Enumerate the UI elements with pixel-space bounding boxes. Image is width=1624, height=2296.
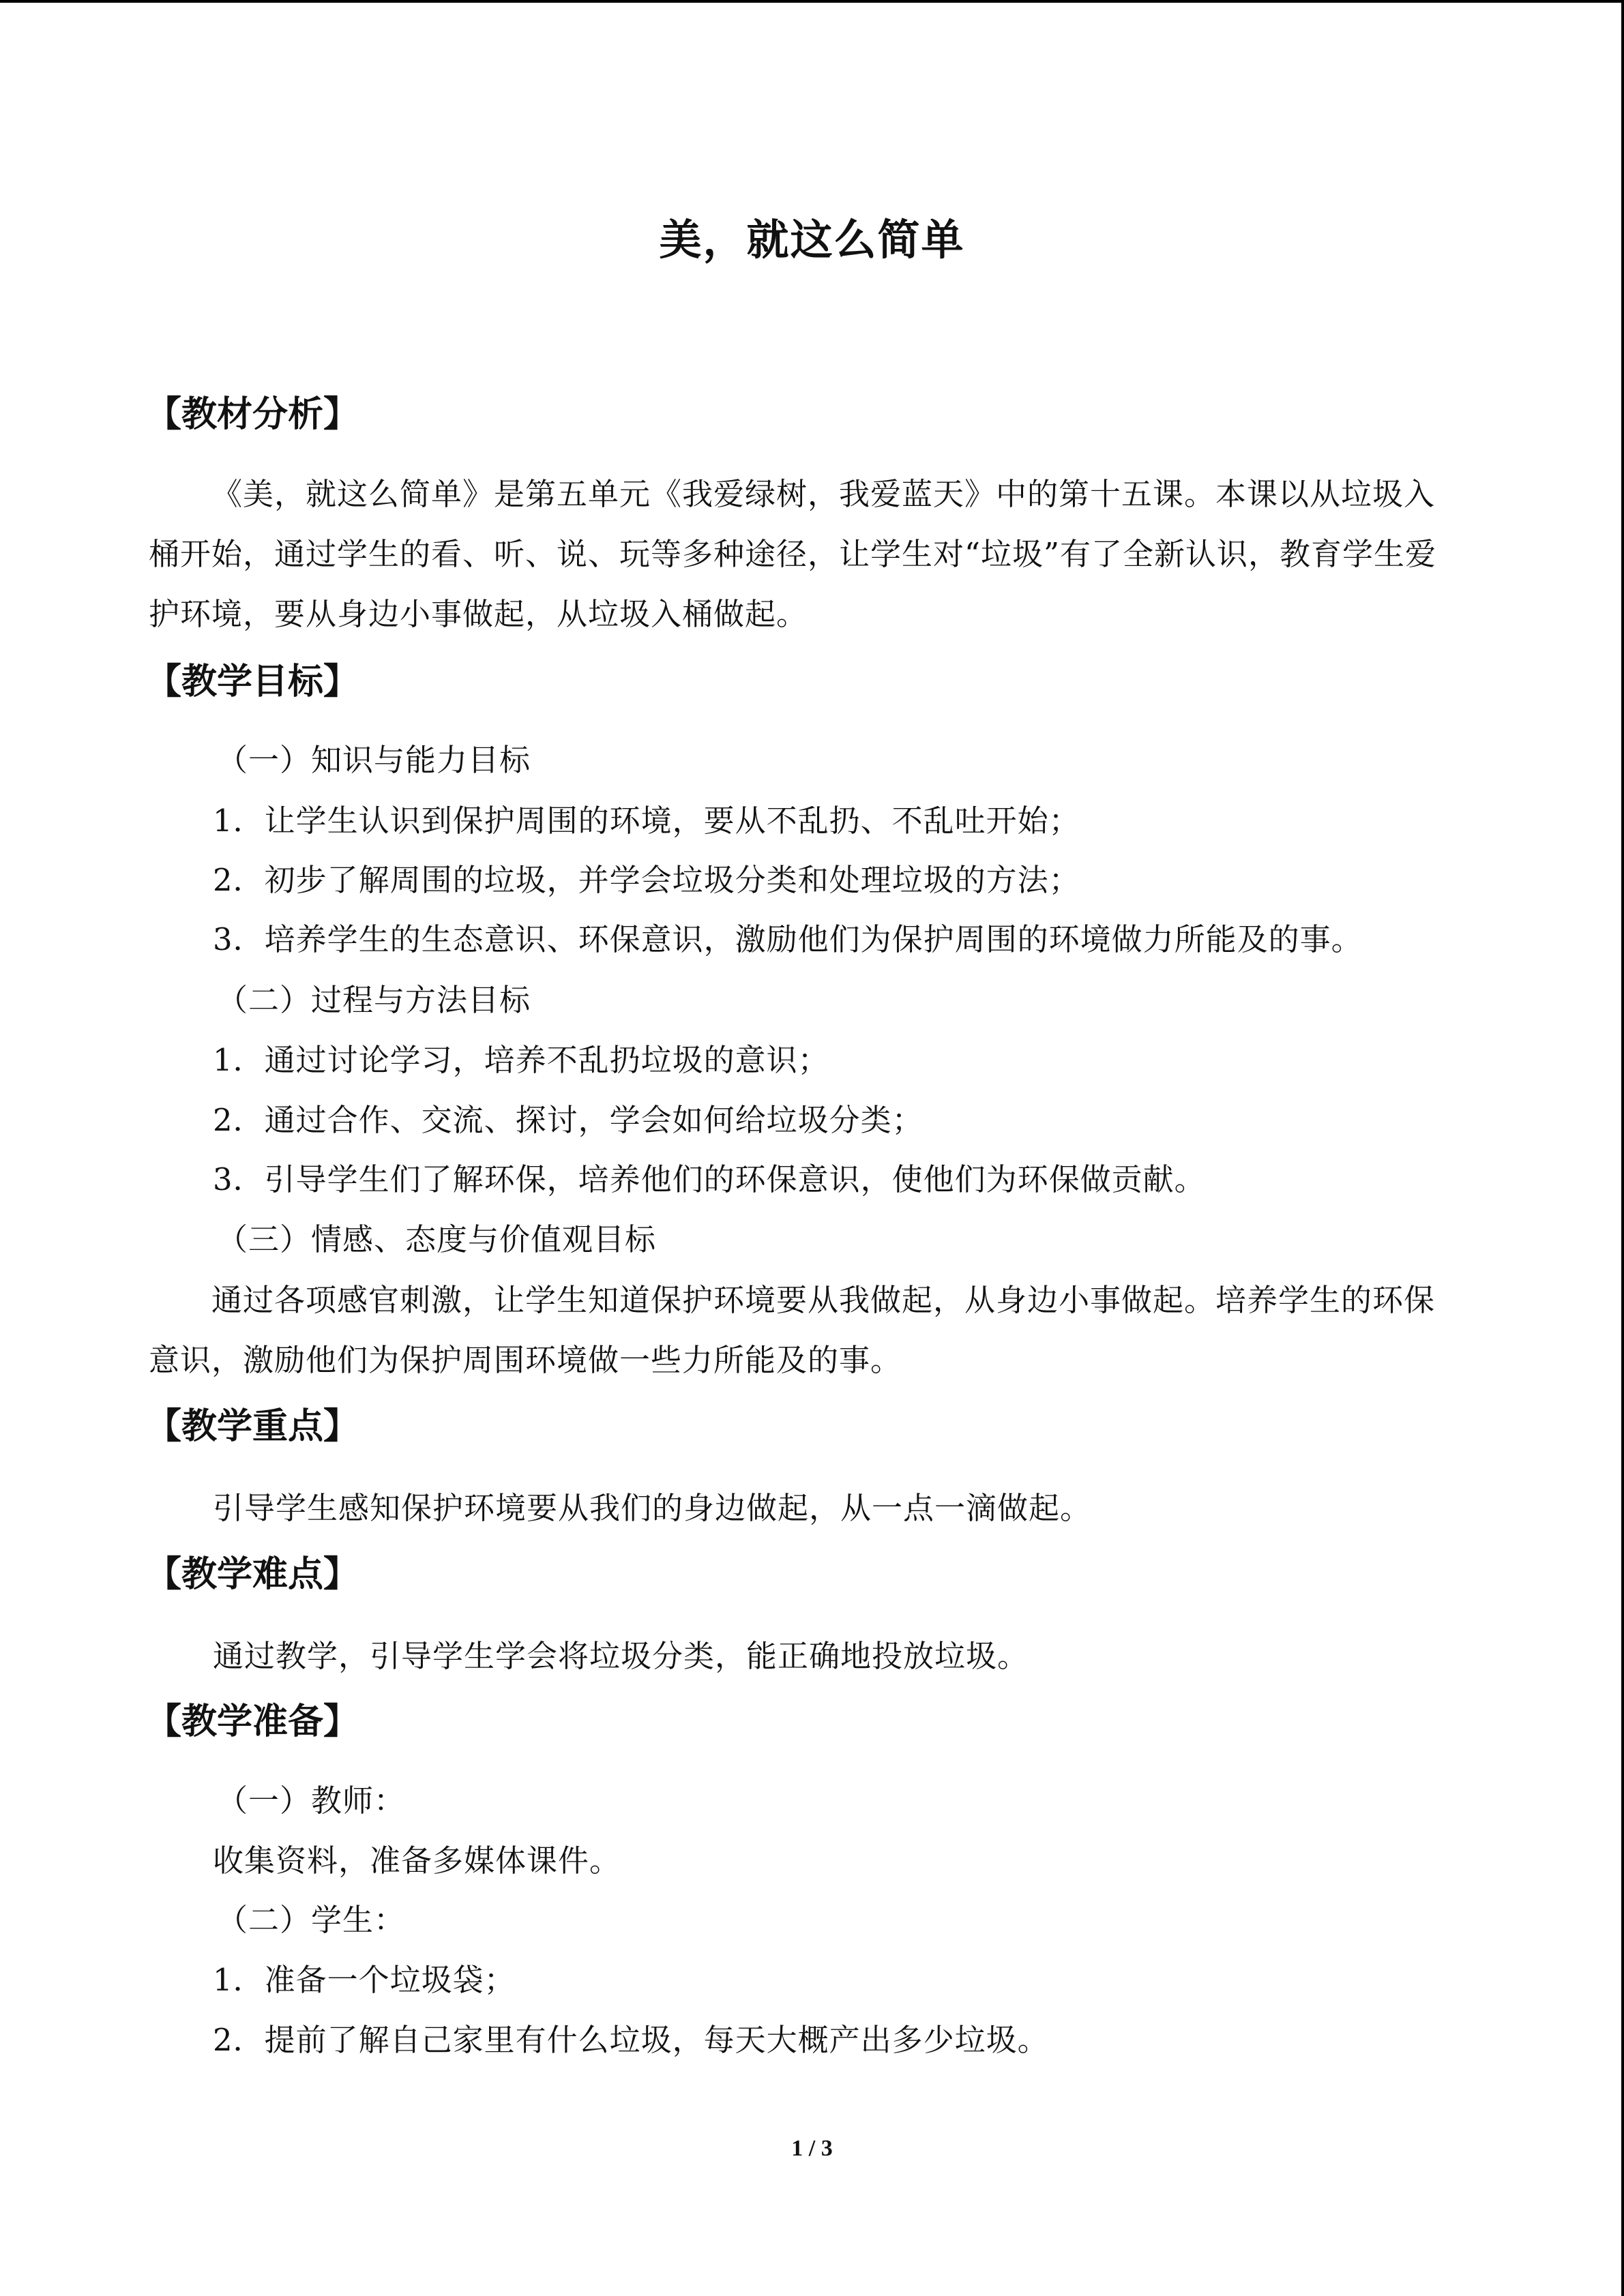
goals-knowledge-item: 1．让学生认识到保护周围的环境，要从不乱扔、不乱吐开始； (213, 803, 1080, 839)
goals-process-item: 3．引导学生们了解环保，培养他们的环保意识，使他们为环保做贡献。 (213, 1161, 1206, 1197)
goals-subheading-knowledge: （一）知识与能力目标 (217, 742, 531, 778)
goals-process-item: 1．通过讨论学习，培养不乱扔垃圾的意识； (213, 1042, 829, 1078)
page-number: 1 / 3 (791, 2136, 833, 2161)
goals-subheading-process: （二）过程与方法目标 (217, 982, 531, 1018)
section-heading-preparation: 【教学准备】 (146, 1701, 359, 1742)
goals-knowledge-item: 3．培养学生的生态意识、环保意识，激励他们为保护周围的环境做力所能及的事。 (213, 921, 1363, 957)
goals-knowledge-item: 2．初步了解周围的垃圾，并学会垃圾分类和处理垃圾的方法； (213, 862, 1080, 898)
goals-subheading-attitude: （三）情感、态度与价值观目标 (217, 1221, 657, 1257)
section-heading-analysis: 【教材分析】 (146, 394, 359, 435)
goals-attitude-paragraph: 通过各项感官刺激，让学生知道保护环境要从我做起，从身边小事做起。培养学生的环保意识，激励他们为保护周围环境做一些力所能及的事。 (149, 1282, 1436, 1378)
goals-process-item: 2．通过合作、交流、探讨，学会如何给垃圾分类； (213, 1102, 924, 1138)
page-title: 美，就这么简单 (659, 215, 965, 265)
page-border-right (1621, 0, 1624, 2296)
section-heading-goals: 【教学目标】 (146, 661, 359, 702)
key-points-text: 引导学生感知保护环境要从我们的身边做起，从一点一滴做起。 (213, 1490, 1092, 1526)
preparation-student-label: （二）学生： (217, 1902, 406, 1938)
preparation-student-item: 2．提前了解自己家里有什么垃圾，每天大概产出多少垃圾。 (213, 2022, 1049, 2058)
page-border-top (0, 0, 1624, 3)
section-heading-difficulties: 【教学难点】 (146, 1554, 359, 1595)
difficulties-text: 通过教学，引导学生学会将垃圾分类，能正确地投放垃圾。 (213, 1638, 1029, 1674)
preparation-teacher-label: （一）教师： (217, 1783, 406, 1819)
section-heading-key-points: 【教学重点】 (146, 1406, 359, 1447)
preparation-teacher-text: 收集资料，准备多媒体课件。 (213, 1843, 621, 1879)
preparation-student-item: 1．准备一个垃圾袋； (213, 1962, 516, 1998)
analysis-paragraph: 《美，就这么简单》是第五单元《我爱绿树，我爱蓝天》中的第十五课。本课以从垃圾入桶开始，通过学生的看、听、说、玩等多种途径，让学生对“垃圾”有了全新认识，教育学生爱护环境，要从身边小事做起，从垃圾入桶做起。 (149, 476, 1437, 632)
